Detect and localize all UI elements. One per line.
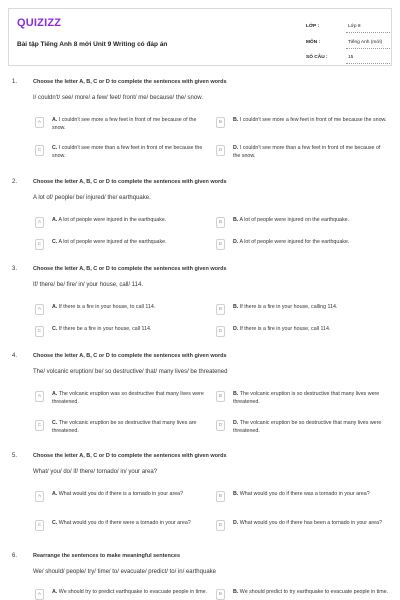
option-text: D. I couldn't see more than a few feet in front of me because of the snow.: [233, 145, 381, 160]
question-instruction: Choose the letter A, B, C or D to complete the sentences with given words: [33, 453, 227, 459]
answer-checkbox[interactable]: B: [216, 304, 225, 315]
answer-checkbox[interactable]: A: [35, 117, 44, 128]
answer-checkbox[interactable]: A: [35, 304, 44, 315]
meta-subject-label: MÔN :: [306, 40, 321, 45]
question-number: 6.: [12, 553, 18, 559]
answer-checkbox[interactable]: B: [216, 391, 225, 402]
meta-divider: [346, 48, 390, 49]
answer-checkbox[interactable]: C: [35, 420, 44, 431]
answer-checkbox[interactable]: B: [216, 589, 225, 600]
question-number: 4.: [12, 353, 18, 359]
option-text: A. The volcanic eruption was so destructive that many lives were threatened.: [52, 391, 204, 406]
question-prompt: The/ volcanic eruption/ be/ so destructive/ that/ many lives/ be threatened: [33, 369, 228, 375]
answer-checkbox[interactable]: B: [216, 117, 225, 128]
answer-checkbox[interactable]: C: [35, 145, 44, 156]
meta-subject: [306, 40, 396, 50]
option-text: A. What would you do if there is a tornado in your area?: [52, 491, 184, 497]
question-instruction: Choose the letter A, B, C or D to complete the sentences with given words: [33, 353, 227, 359]
question-instruction: Choose the letter A, B, C or D to complete the sentences with given words: [33, 79, 227, 85]
option-text: A. If there is a fire in your house, to call 114.: [52, 304, 156, 310]
answer-checkbox[interactable]: C: [35, 520, 44, 531]
option-text: B. What would you do if there was a tornado in your area?: [233, 491, 370, 497]
option-text: D. The volcanic eruption be so destructive that many lives were threatened.: [233, 420, 382, 435]
answer-checkbox[interactable]: A: [35, 217, 44, 228]
option-text: A. I couldn't see more a few feet in front of me because of the snow.: [52, 117, 197, 132]
meta-question-count: [306, 55, 396, 65]
answer-checkbox[interactable]: B: [216, 217, 225, 228]
question-prompt: I/ couldn't/ see/ more/ a few/ feet/ front/ me/ because/ the/ snow.: [33, 95, 203, 101]
question-number: 2.: [12, 179, 18, 185]
option-text: B. We should predict to try earthquake to evacuate people in time.: [233, 589, 389, 595]
question-prompt: If/ there/ be/ fire/ in/ your house, call/ 114.: [33, 282, 143, 288]
question-instruction: Choose the letter A, B, C or D to complete the sentences with given words: [33, 266, 227, 272]
option-text: C. I couldn't see more than a few feet in front of me because the snow.: [52, 145, 203, 160]
option-text: B. I couldn't see more a few feet in front of me because the snow.: [233, 117, 387, 123]
question-instruction: Rearrange the sentences to make meaningful sentences: [33, 553, 181, 559]
meta-divider: [346, 32, 390, 33]
question-number: 1.: [12, 79, 18, 85]
question-number: 5.: [12, 453, 18, 459]
option-text: A. We should try to predict earthquake to evacuate people in time.: [52, 589, 208, 595]
option-text: D. If there is a fire in your house, call 114.: [233, 326, 331, 332]
option-text: C. If there be a fire in your house, call 114.: [52, 326, 152, 332]
option-text: B. If there is a fire in your house, calling 114.: [233, 304, 338, 310]
meta-class-value: Lớp 8: [348, 24, 361, 29]
answer-checkbox[interactable]: D: [216, 145, 225, 156]
meta-class-label: LỚP :: [306, 24, 320, 29]
meta-class: [306, 24, 396, 34]
option-text: B. A lot of people were injured on the earthquake.: [233, 217, 350, 223]
option-text: A. A lot of people were injured in the earthquake.: [52, 217, 167, 223]
meta-count-value: 15: [348, 55, 354, 60]
option-text: B. The volcanic eruption is so destructive that many lives were threatened.: [233, 391, 380, 406]
question-prompt: A lot of/ people/ be/ injured/ the/ earthquake.: [33, 195, 151, 201]
answer-checkbox[interactable]: A: [35, 491, 44, 502]
meta-count-label: SỐ CÂU :: [306, 55, 328, 60]
answer-checkbox[interactable]: C: [35, 239, 44, 250]
meta-subject-value: Tiếng Anh (mới): [348, 40, 383, 45]
question-instruction: Choose the letter A, B, C or D to complete the sentences with given words: [33, 179, 227, 185]
worksheet-title: Bài tập Tiếng Anh 8 mới Unit 9 Writing có đáp án: [17, 41, 168, 48]
question-number: 3.: [12, 266, 18, 272]
answer-checkbox[interactable]: A: [35, 391, 44, 402]
answer-checkbox[interactable]: D: [216, 326, 225, 337]
option-text: D. A lot of people were injured for the earthquake.: [233, 239, 350, 245]
quizizz-logo[interactable]: QUIZIZZ: [17, 17, 62, 29]
option-text: D. What would you do if there has been a tornado in your area?: [233, 520, 383, 526]
option-text: C. What would you do if there were a tornado in your area?: [52, 520, 191, 526]
meta-divider: [346, 63, 390, 64]
option-text: C. A lot of people were injured at the earthquake.: [52, 239, 167, 245]
worksheet-header: [8, 8, 392, 66]
option-text: C. The volcanic eruption be so destructive that many lives are threatened.: [52, 420, 197, 435]
question-prompt: What/ you/ do/ if/ there/ tornado/ in/ your area?: [33, 469, 158, 475]
answer-checkbox[interactable]: D: [216, 239, 225, 250]
question-prompt: We/ should/ people/ try/ time/ to/ evacuate/ predict/ to/ in/ earthquake: [33, 569, 216, 575]
answer-checkbox[interactable]: B: [216, 491, 225, 502]
answer-checkbox[interactable]: A: [35, 589, 44, 600]
answer-checkbox[interactable]: D: [216, 520, 225, 531]
answer-checkbox[interactable]: C: [35, 326, 44, 337]
answer-checkbox[interactable]: D: [216, 420, 225, 431]
